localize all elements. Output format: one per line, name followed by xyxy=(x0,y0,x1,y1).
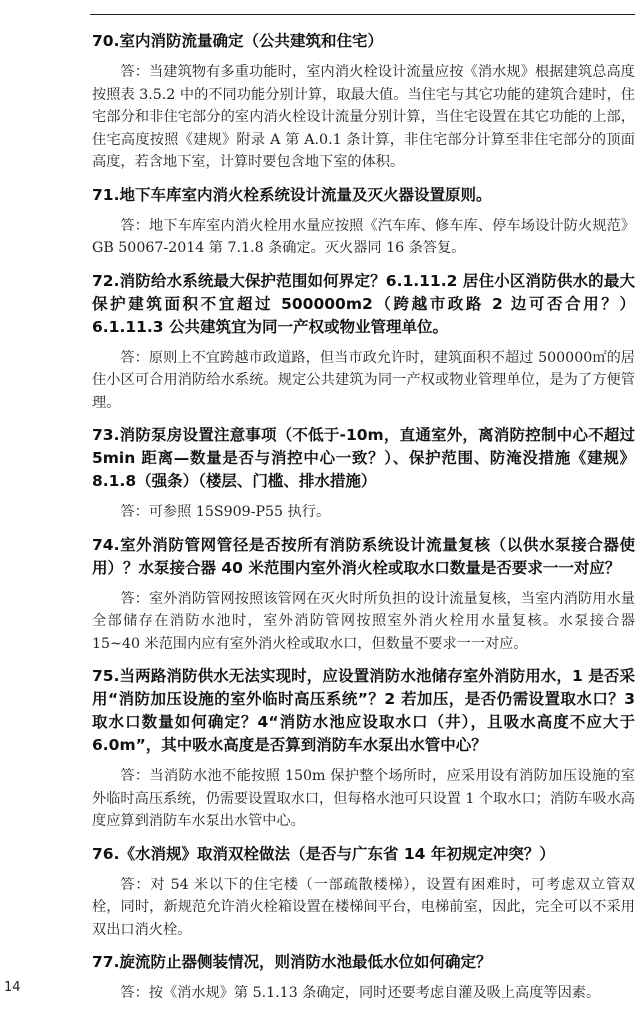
answer-71: 答：地下车库室内消火栓用水量应按照《汽车库、修车库、停车场设计防火规范》GB 50067-2014 第 7.1.8 条确定。灭火器同 16 条答复。 xyxy=(92,217,635,256)
qa-item-73 xyxy=(92,424,635,524)
question-75: 75.当两路消防供水无法实现时，应设置消防水池储存室外消防用水，1 是否采用“消防加压设施的室外临时高压系统”？2 若加压，是否仍需设置取水口？3 取水口数量如何确定？4“消防水池应设取水口（井），且吸水高度不应大于 6.0m”，其中吸水高度是否算到消防车水泵出水管中心？ xyxy=(92,667,635,754)
qa-item-71 xyxy=(92,184,635,260)
qa-item-76 xyxy=(92,843,635,942)
question-77: 77.旋流防止器侧装情况，则消防水池最低水位如何确定？ xyxy=(92,953,492,971)
qa-content xyxy=(92,30,635,1015)
qa-item-77 xyxy=(92,951,635,1005)
qa-item-72 xyxy=(92,270,635,415)
question-73: 73.消防泵房设置注意事项（不低于-10m，直通室外，离消防控制中心不超过 5min 距离—数量是否与消控中心一致？）、保护范围、防淹没措施《建规》8.1.8（强条）（楼层、门槛、排水措施） xyxy=(92,426,635,490)
answer-76: 答：对 54 米以下的住宅楼（一部疏散楼梯），设置有困难时，可考虑双立管双栓，同时，新规范允许消火栓箱设置在楼梯间平台，电梯前室，因此，完全可以不采用双出口消火栓。 xyxy=(92,876,635,938)
page-number: 14 xyxy=(4,980,21,995)
answer-77: 答：按《消水规》第 5.1.13 条确定，同时还要考虑自灌及吸上高度等因素。 xyxy=(120,985,601,1001)
question-72: 72.消防给水系统最大保护范围如何界定？6.1.11.2 居住小区消防供水的最大保护建筑面积不宜超过 500000m2（跨越市政路 2 边可否合用？）6.1.11.3 公共建筑宜为同一产权或物业管理单位。 xyxy=(92,271,635,336)
qa-item-74 xyxy=(92,534,635,656)
header-rule xyxy=(90,14,635,15)
qa-item-75 xyxy=(92,665,635,833)
question-71: 71.地下车库室内消火栓系统设计流量及灭火器设置原则。 xyxy=(92,185,492,204)
question-76: 76.《水消规》取消双栓做法（是否与广东省 14 年初规定冲突？） xyxy=(92,844,555,863)
answer-72: 答：原则上不宜跨越市政道路，但当市政允许时，建筑面积不超过 500000㎡的居住小区可合用消防给水系统。规定公共建筑为同一产权或物业管理单位，是为了方便管理。 xyxy=(92,349,635,411)
question-70: 70.室内消防流量确定（公共建筑和住宅） xyxy=(92,32,383,50)
question-74: 74.室外消防管网管径是否按所有消防系统设计流量复核（以供水泵接合器使用）？水泵接合器 40 米范围内室外消火栓或取水口数量是否要求一一对应？ xyxy=(92,535,635,577)
answer-70: 答：当建筑物有多重功能时，室内消火栓设计流量应按《消水规》根据建筑总高度按照表 3.5.2 中的不同功能分别计算，取最大值。当住宅与其它功能的建筑合建时，住宅部分和非住宅部分的室内消火栓设计流量分别计算，当住宅设置在其它功能的上部，住宅高度按照《建规》附录 A 第 A.0.1 条计算，非住宅部分计算至非住宅部分的顶面高度，若含地下室，计算时要包含地下室的体积。 xyxy=(92,64,635,170)
qa-item-70 xyxy=(92,30,635,174)
answer-74: 答：室外消防管网按照该管网在灭火时所负担的设计流量复核，当室内消防用水量全部储存在消防水池时，室外消防管网按照室外消火栓用水量复核。水泵接合器 15~40 米范围内应有室外消火栓或取水口，但数量不要求一一对应。 xyxy=(92,590,635,652)
answer-75: 答：当消防水池不能按照 150m 保护整个场所时，应采用设有消防加压设施的室外临时高压系统，仍需要设置取水口，但每格水池可只设置 1 个取水口；消防车吸水高度应算到消防车水泵出水管中心。 xyxy=(92,768,635,829)
answer-73: 答：可参照 15S909-P55 执行。 xyxy=(120,504,331,520)
